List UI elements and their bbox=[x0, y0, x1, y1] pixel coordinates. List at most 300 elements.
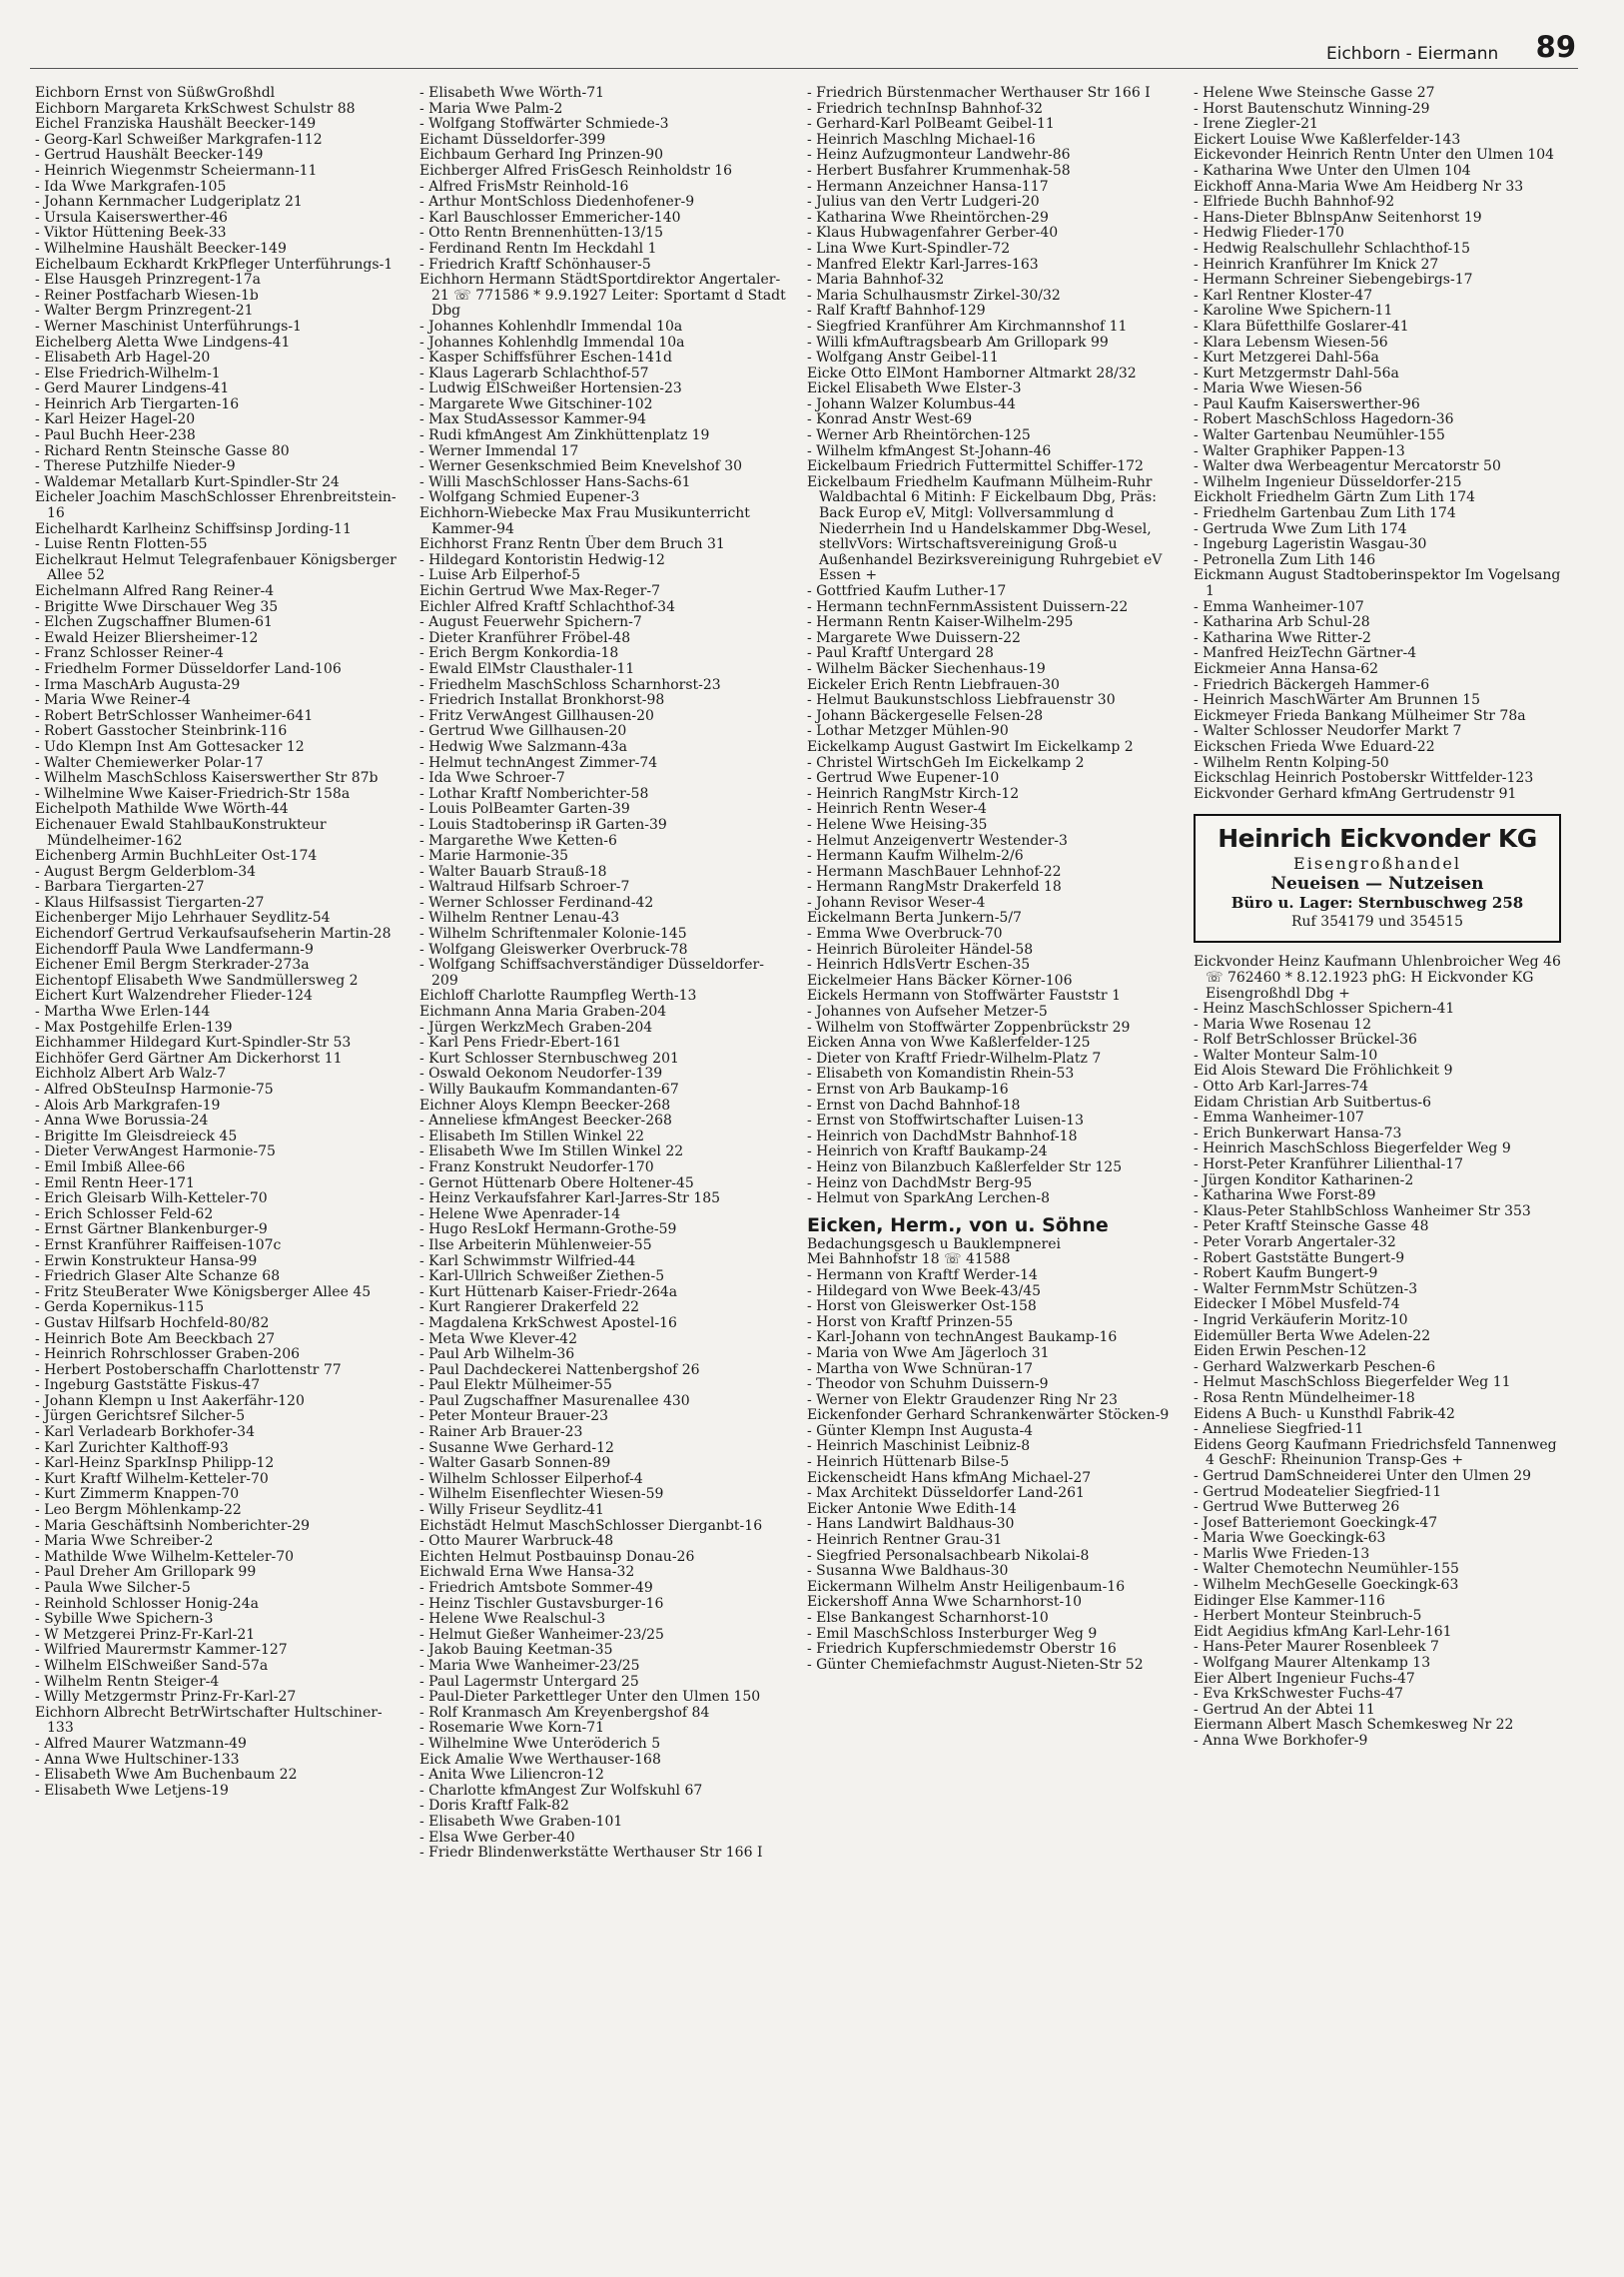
directory-entry: - Irma MaschArb Augusta-29 bbox=[35, 676, 241, 693]
directory-entry: - Friedrich Glaser Alte Schanze 68 bbox=[35, 1268, 281, 1285]
directory-entry: - Maria Wwe Reiner-4 bbox=[35, 692, 191, 709]
column-4-entries-after bbox=[1194, 955, 1561, 1749]
directory-entry: - Klaus Hubwagenfahrer Gerber-40 bbox=[807, 225, 1059, 242]
directory-entry: - Gertruda Wwe Zum Lith 174 bbox=[1194, 520, 1407, 537]
directory-entry: Eickenfonder Gerhard Schrankenwärter Stöcken-9 bbox=[807, 1407, 1170, 1424]
directory-entry: - Günter Chemiefachmstr August-Nieten-Str 52 bbox=[807, 1656, 1144, 1673]
directory-entry: Eichhorn Hermann StädtSportdirektor Angertaler-21 ☏ 771586 * 9.9.1927 Leiter: Sportamt d Stadt Dbg bbox=[419, 272, 786, 320]
directory-entry: - Elisabeth Wwe Im Stillen Winkel 22 bbox=[419, 1143, 684, 1160]
directory-entry: - Fritz SteuBerater Wwe Königsberger Allee 45 bbox=[35, 1283, 372, 1300]
column-3 bbox=[807, 86, 1175, 2267]
directory-entry: - Heinrich RangMstr Kirch-12 bbox=[807, 785, 1020, 802]
directory-entry: Eichmann Anna Maria Graben-204 bbox=[419, 1004, 667, 1021]
directory-entry: - Hedwig Wwe Salzmann-43a bbox=[419, 738, 627, 755]
directory-entry: - Wilhelm Rentn Kolping-50 bbox=[1194, 754, 1389, 771]
directory-entry: - Klaus-Peter StahlbSchloss Wanheimer Str 353 bbox=[1194, 1202, 1531, 1219]
directory-entry: - Herbert Busfahrer Krummenhak-58 bbox=[807, 162, 1071, 179]
directory-entry: Eichelbaum Eckhardt KrkPfleger Unterführungs-1 bbox=[35, 256, 394, 273]
directory-entry: - Paul Lagermstr Untergard 25 bbox=[419, 1673, 639, 1690]
directory-entry: - Gustav Hilfsarb Hochfeld-80/82 bbox=[35, 1314, 270, 1331]
directory-entry: - Katharina Wwe Forst-89 bbox=[1194, 1187, 1376, 1204]
directory-entry: - Julius van den Vertr Ludgeri-20 bbox=[807, 194, 1040, 211]
ad-business-type: Eisengroßhandel bbox=[1293, 854, 1461, 874]
directory-entry: - Emma Wwe Overbruck-70 bbox=[807, 926, 1003, 943]
directory-entry: Eickermann Wilhelm Anstr Heiligenbaum-16 bbox=[807, 1578, 1126, 1595]
directory-entry: Eichhorn Albrecht BetrWirtschafter Hultschiner-133 bbox=[35, 1704, 383, 1737]
directory-entry: - Susanne Wwe Gerhard-12 bbox=[419, 1439, 614, 1456]
directory-entry: - Max StudAssessor Kammer-94 bbox=[419, 411, 646, 428]
column-4 bbox=[1194, 86, 1561, 2267]
directory-entry: - Paul Buchh Heer-238 bbox=[35, 427, 196, 444]
directory-entry: - Hedwig Realschullehr Schlachthof-15 bbox=[1194, 240, 1471, 257]
directory-entry: - Karoline Wwe Spichern-11 bbox=[1194, 303, 1393, 320]
directory-entry: - Peter Kraftf Steinsche Gasse 48 bbox=[1194, 1218, 1429, 1235]
directory-entry: - Hermann von Kraftf Werder-14 bbox=[807, 1266, 1038, 1283]
directory-entry: - Wilhelm Eisenflechter Wiesen-59 bbox=[419, 1486, 664, 1503]
directory-entry: - Willy Friseur Seydlitz-41 bbox=[419, 1502, 604, 1519]
directory-entry: Eichendorff Paula Wwe Landfermann-9 bbox=[35, 941, 314, 958]
directory-entry: - Willi kfmAuftragsbearb Am Grillopark 99 bbox=[807, 334, 1109, 351]
directory-entry: - Kurt Schlosser Sternbuschweg 201 bbox=[419, 1050, 679, 1067]
directory-entry: - Hildegard Kontoristin Hedwig-12 bbox=[419, 551, 665, 568]
directory-entry: - Herbert Postoberschaffn Charlottenstr 77 bbox=[35, 1361, 342, 1378]
directory-entry: - Karl-Ullrich Schweißer Ziethen-5 bbox=[419, 1268, 665, 1285]
directory-entry: Eidinger Else Kammer-116 bbox=[1194, 1592, 1385, 1609]
directory-entry: - Hermann Rentn Kaiser-Wilhelm-295 bbox=[807, 614, 1074, 631]
directory-entry: - Helene Wwe Realschul-3 bbox=[419, 1611, 606, 1628]
directory-entry: - Alois Arb Markgrafen-19 bbox=[35, 1097, 221, 1114]
directory-entry: Eidens Georg Kaufmann Friedrichsfeld Tannenweg 4 GeschF: Rheinunion Transp-Ges + bbox=[1194, 1436, 1557, 1469]
directory-entry: - Friedrich Bürstenmacher Werthauser Str 166 I bbox=[807, 86, 1151, 101]
directory-entry: - Lothar Metzger Mühlen-90 bbox=[807, 723, 1009, 740]
directory-entry: Eichberger Alfred FrisGesch Reinholdstr 16 bbox=[419, 162, 733, 179]
directory-entry: - Wolfgang Maurer Altenkamp 13 bbox=[1194, 1655, 1431, 1672]
directory-entry: - Helmut Anzeigenvertr Westender-3 bbox=[807, 832, 1068, 849]
directory-entry: - Anita Wwe Liliencron-12 bbox=[419, 1767, 604, 1784]
directory-entry: - Heinz von DachdMstr Berg-95 bbox=[807, 1174, 1033, 1191]
directory-entry: Eickhoff Anna-Maria Wwe Am Heidberg Nr 33 bbox=[1194, 178, 1524, 195]
directory-entry: - Otto Maurer Warbruck-48 bbox=[419, 1533, 614, 1550]
directory-entry: - Johann Kernmacher Ludgeriplatz 21 bbox=[35, 194, 303, 211]
directory-entry: - Leo Bergm Möhlenkamp-22 bbox=[35, 1502, 242, 1519]
directory-entry: - Brigitte Wwe Dirschauer Weg 35 bbox=[35, 598, 279, 615]
directory-entry: - Wilhelm von Stoffwärter Zoppenbrückstr 29 bbox=[807, 1019, 1131, 1036]
ad-company-name: Heinrich Eickvonder KG bbox=[1218, 824, 1537, 854]
directory-entry: - Arthur MontSchloss Diedenhofener-9 bbox=[419, 194, 695, 211]
directory-entry: - Elisabeth Im Stillen Winkel 22 bbox=[419, 1128, 645, 1144]
directory-entry: - Dieter VerwAngest Harmonie-75 bbox=[35, 1143, 276, 1160]
directory-entry: - Louis PolBeamter Garten-39 bbox=[419, 801, 630, 818]
directory-entry: - Christel WirtschGeh Im Eickelkamp 2 bbox=[807, 754, 1085, 771]
directory-entry: - Friedrich Installat Bronkhorst-98 bbox=[419, 692, 665, 709]
directory-entry: - Otto Rentn Brennenhütten-13/15 bbox=[419, 225, 663, 242]
directory-entry: - Susanna Wwe Baldhaus-30 bbox=[807, 1563, 1009, 1580]
directory-entry: - Martha Wwe Erlen-144 bbox=[35, 1004, 211, 1021]
directory-entry: - Willi MaschSchlosser Hans-Sachs-61 bbox=[419, 473, 691, 490]
directory-entry: Eichhammer Hildegard Kurt-Spindler-Str 53 bbox=[35, 1035, 352, 1052]
directory-entry: Eichten Helmut Postbauinsp Donau-26 bbox=[419, 1548, 695, 1565]
directory-entry: - Emma Wanheimer-107 bbox=[1194, 1110, 1364, 1127]
directory-entry: - Paul Zugschaffner Masurenallee 430 bbox=[419, 1392, 690, 1409]
directory-entry: Eichin Gertrud Wwe Max-Reger-7 bbox=[419, 583, 660, 599]
directory-entry: Eichert Kurt Walzendreher Flieder-124 bbox=[35, 988, 313, 1005]
directory-entry: Eichner Aloys Klempn Beecker-268 bbox=[419, 1097, 671, 1114]
directory-entry: Eickvonder Heinz Kaufmann Uhlenbroicher Weg 46 ☏ 762460 * 8.12.1923 phG: H Eickvonder KG Eisengroßhdl Dbg + bbox=[1194, 954, 1561, 1002]
directory-entry: - Else Bankangest Scharnhorst-10 bbox=[807, 1610, 1049, 1626]
directory-entry: - Hermann Anzeichner Hansa-117 bbox=[807, 178, 1049, 195]
directory-entry: - Martha von Wwe Schnüran-17 bbox=[807, 1360, 1033, 1377]
directory-entry: - Kurt Kraftf Wilhelm-Ketteler-70 bbox=[35, 1470, 269, 1487]
directory-entry: - Walter Schlosser Neudorfer Markt 7 bbox=[1194, 723, 1462, 740]
directory-entry: - Rolf Kranmasch Am Kreyenbergshof 84 bbox=[419, 1704, 710, 1721]
directory-entry: - Lina Wwe Kurt-Spindler-72 bbox=[807, 240, 1011, 257]
directory-entry: - Walter Chemiewerker Polar-17 bbox=[35, 754, 264, 771]
directory-entry: - Willy Metzgermstr Prinz-Fr-Karl-27 bbox=[35, 1689, 297, 1706]
directory-entry: - Paul Kaufm Kaiserswerther-96 bbox=[1194, 395, 1420, 412]
directory-entry: - Heinz Verkaufsfahrer Karl-Jarres-Str 185 bbox=[419, 1190, 721, 1207]
directory-entry: - Hildegard von Wwe Beek-43/45 bbox=[807, 1282, 1042, 1299]
directory-entry: - Marlis Wwe Frieden-13 bbox=[1194, 1545, 1370, 1562]
directory-entry: - Reinhold Schlosser Honig-24a bbox=[35, 1595, 259, 1612]
directory-entry: - Gertrud An der Abtei 11 bbox=[1194, 1701, 1375, 1718]
column-4-entries bbox=[1194, 86, 1561, 802]
directory-entry: - Wolfgang Stoffwärter Schmiede-3 bbox=[419, 116, 669, 133]
directory-entry: - Gottfried Kaufm Luther-17 bbox=[807, 583, 1007, 599]
directory-entry: - Robert Gasstocher Steinbrink-116 bbox=[35, 723, 288, 740]
directory-entry: - Theodor von Schuhm Duissern-9 bbox=[807, 1376, 1049, 1393]
directory-entry: - Ingrid Verkäuferin Moritz-10 bbox=[1194, 1311, 1408, 1328]
directory-entry: - Karl Zurichter Kalthoff-93 bbox=[35, 1439, 229, 1456]
directory-entry: - Karl Pens Friedr-Ebert-161 bbox=[419, 1035, 622, 1052]
directory-entry: - Karl Schwimmstr Wilfried-44 bbox=[419, 1252, 636, 1269]
directory-entry: Eicker Antonie Wwe Edith-14 bbox=[807, 1500, 1017, 1517]
directory-entry: - Helmut Gießer Wanheimer-23/25 bbox=[419, 1626, 664, 1643]
directory-entry: - Elchen Zugschaffner Blumen-61 bbox=[35, 614, 273, 631]
directory-entry: - Walter FernmMstr Schützen-3 bbox=[1194, 1280, 1418, 1297]
directory-entry: - Elsa Wwe Gerber-40 bbox=[419, 1829, 575, 1846]
directory-entry: - Therese Putzhilfe Nieder-9 bbox=[35, 458, 236, 475]
directory-entry: - Mathilde Wwe Wilhelm-Ketteler-70 bbox=[35, 1548, 295, 1565]
directory-entry: - Walter Bergm Prinzregent-21 bbox=[35, 303, 254, 320]
directory-entry: - Ernst von Dachd Bahnhof-18 bbox=[807, 1097, 1021, 1114]
directory-entry: - Hermann technFernmAssistent Duissern-22 bbox=[807, 598, 1129, 615]
directory-entry: - Franz Schlosser Reiner-4 bbox=[35, 645, 224, 662]
directory-entry: Eickholt Friedhelm Gärtn Zum Lith 174 bbox=[1194, 489, 1476, 506]
directory-entry: - Georg-Karl Schweißer Markgrafen-112 bbox=[35, 131, 323, 148]
firm-line: Bedachungsgesch u Bauklempnerei bbox=[807, 1235, 1062, 1252]
directory-entry: - Erich Bergm Konkordia-18 bbox=[419, 645, 619, 662]
directory-entry: - Heinz von Bilanzbuch Kaßlerfelder Str 125 bbox=[807, 1158, 1123, 1175]
directory-entry: - Else Friedrich-Wilhelm-1 bbox=[35, 365, 221, 381]
directory-entry: - Hermann RangMstr Drakerfeld 18 bbox=[807, 879, 1062, 896]
directory-entry: - Irene Ziegler-21 bbox=[1194, 116, 1318, 133]
directory-entry: Eichelkraut Helmut Telegrafenbauer Königsberger Allee 52 bbox=[35, 551, 397, 584]
directory-entry: - Gerhard-Karl PolBeamt Geibel-11 bbox=[807, 116, 1055, 133]
directory-entry: - Ewald ElMstr Clausthaler-11 bbox=[419, 660, 635, 677]
directory-entry: - Paul Elektr Mülheimer-55 bbox=[419, 1377, 612, 1394]
directory-entry: - Heinrich HdlsVertr Eschen-35 bbox=[807, 957, 1031, 974]
directory-entry: - Sybille Wwe Spichern-3 bbox=[35, 1611, 214, 1628]
directory-entry: Eidam Christian Arb Suitbertus-6 bbox=[1194, 1094, 1432, 1111]
directory-entry: - Wilhelm Bäcker Siechenhaus-19 bbox=[807, 660, 1046, 677]
directory-entry: - Maria von Wwe Am Jägerloch 31 bbox=[807, 1344, 1050, 1361]
directory-entry: - Barbara Tiergarten-27 bbox=[35, 879, 205, 896]
directory-entry: - Elisabeth Wwe Graben-101 bbox=[419, 1813, 623, 1830]
column-3-entries bbox=[807, 86, 1175, 1207]
directory-entry: - Gertrud Wwe Eupener-10 bbox=[807, 770, 1000, 787]
directory-entry: - Heinrich MaschSchloss Biegerfelder Weg 9 bbox=[1194, 1140, 1511, 1157]
directory-entry: Eid Alois Steward Die Fröhlichkeit 9 bbox=[1194, 1063, 1453, 1080]
column-2 bbox=[419, 86, 787, 2267]
directory-entry: - Ida Wwe Schroer-7 bbox=[419, 770, 565, 787]
directory-entry: - Rainer Arb Brauer-23 bbox=[419, 1424, 583, 1441]
directory-entry: - Anna Wwe Borussia-24 bbox=[35, 1113, 209, 1130]
directory-entry: - Walter Monteur Salm-10 bbox=[1194, 1047, 1378, 1064]
directory-entry: - Katharina Arb Schul-28 bbox=[1194, 614, 1370, 631]
directory-entry: - Ingeburg Gaststätte Fiskus-47 bbox=[35, 1377, 261, 1394]
running-head: Eichborn - Eiermann bbox=[1326, 44, 1499, 64]
directory-entry: - Werner Schlosser Ferdinand-42 bbox=[419, 894, 654, 911]
directory-entry: Eickmann August Stadtoberinspektor Im Vogelsang 1 bbox=[1194, 567, 1561, 599]
directory-entry: - Heinz MaschSchlosser Spichern-41 bbox=[1194, 1001, 1455, 1018]
directory-entry: - Kurt Metzgerei Dahl-56a bbox=[1194, 350, 1379, 367]
directory-entry: Eichbaum Gerhard Ing Prinzen-90 bbox=[419, 147, 664, 164]
ad-address: Büro u. Lager: Sternbuschweg 258 bbox=[1230, 894, 1524, 913]
directory-entry: - Emil Rentn Heer-171 bbox=[35, 1174, 195, 1191]
directory-entry: - Lothar Kraftf Nomberichter-58 bbox=[419, 785, 649, 802]
directory-entry: - Heinrich Büroleiter Händel-58 bbox=[807, 941, 1034, 958]
directory-entry: - Maria Wwe Schreiber-2 bbox=[35, 1533, 214, 1550]
directory-entry: - Dieter von Kraftf Friedr-Wilhelm-Platz 7 bbox=[807, 1050, 1102, 1067]
directory-entry: - Elfriede Buchh Bahnhof-92 bbox=[1194, 194, 1395, 211]
page-header bbox=[1326, 30, 1576, 70]
directory-entry: Eichelmann Alfred Rang Reiner-4 bbox=[35, 583, 275, 599]
directory-entry: Eichenberger Mijo Lehrhauer Seydlitz-54 bbox=[35, 910, 331, 927]
directory-entry: - Doris Kraftf Falk-82 bbox=[419, 1798, 569, 1815]
directory-entry: - Maria Schulhausmstr Zirkel-30/32 bbox=[807, 287, 1061, 304]
directory-entry: - Horst von Kraftf Prinzen-55 bbox=[807, 1313, 1014, 1330]
directory-entry: Eichener Emil Bergm Sterkrader-273a bbox=[35, 957, 310, 974]
directory-entry: - Siegfried Personalsachbearb Nikolai-8 bbox=[807, 1547, 1090, 1564]
directory-entry: - Heinrich Maschlng Michael-16 bbox=[807, 131, 1036, 148]
directory-entry: - Jakob Bauing Keetman-35 bbox=[419, 1642, 613, 1659]
directory-entry: - Walter Bauarb Strauß-18 bbox=[419, 863, 607, 880]
directory-entry: Eickschen Frieda Wwe Eduard-22 bbox=[1194, 738, 1435, 755]
directory-entry: Eier Albert Ingenieur Fuchs-47 bbox=[1194, 1670, 1415, 1687]
directory-entry: - Ewald Heizer Bliersheimer-12 bbox=[35, 629, 259, 646]
directory-entry: - Werner Maschinist Unterführungs-1 bbox=[35, 318, 302, 335]
directory-entry: - Ingeburg Lageristin Wasgau-30 bbox=[1194, 536, 1427, 553]
directory-entry: Eidemüller Berta Wwe Adelen-22 bbox=[1194, 1327, 1431, 1344]
directory-entry: - Fritz VerwAngest Gillhausen-20 bbox=[419, 707, 654, 724]
directory-entry: - Katharina Wwe Rheintörchen-29 bbox=[807, 209, 1049, 226]
directory-entry: - Hermann Kaufm Wilhelm-2/6 bbox=[807, 848, 1024, 865]
directory-entry: - Maria Geschäftsinh Nomberichter-29 bbox=[35, 1517, 311, 1534]
directory-entry: - Wilhelmine Haushält Beecker-149 bbox=[35, 240, 287, 257]
directory-entry: - Richard Rentn Steinsche Gasse 80 bbox=[35, 442, 290, 459]
directory-entry: - Robert MaschSchloss Hagedorn-36 bbox=[1194, 411, 1454, 428]
header-rule bbox=[30, 68, 1578, 69]
directory-entry: - Erwin Konstrukteur Hansa-99 bbox=[35, 1252, 258, 1269]
directory-entry: - Willy Baukaufm Kommandanten-67 bbox=[419, 1082, 679, 1098]
directory-entry: - Johann Revisor Weser-4 bbox=[807, 894, 986, 911]
directory-entry: - Waldemar Metallarb Kurt-Spindler-Str 24 bbox=[35, 473, 340, 490]
directory-entry: - Friedrich Kraftf Schönhauser-5 bbox=[419, 256, 651, 273]
directory-entry: Eichelberg Aletta Wwe Lindgens-41 bbox=[35, 334, 291, 351]
directory-entry: - Karl Heizer Hagel-20 bbox=[35, 411, 196, 428]
directory-entry: - Karl-Heinz SparkInsp Philipp-12 bbox=[35, 1455, 275, 1472]
directory-entry: - Karl-Johann von technAngest Baukamp-16 bbox=[807, 1329, 1118, 1346]
directory-entry: - Brigitte Im Gleisdreieck 45 bbox=[35, 1128, 238, 1144]
directory-entry: - Gertrud Haushält Beecker-149 bbox=[35, 147, 264, 164]
directory-entry: - Emil MaschSchloss Insterburger Weg 9 bbox=[807, 1625, 1098, 1642]
directory-entry: - Heinrich Bote Am Beeckbach 27 bbox=[35, 1330, 276, 1347]
directory-entry: Eickel Elisabeth Wwe Elster-3 bbox=[807, 380, 1022, 397]
directory-entry: - Gerhard Walzwerkarb Peschen-6 bbox=[1194, 1358, 1436, 1375]
directory-entry: Eickevonder Heinrich Rentn Unter den Ulmen 104 bbox=[1194, 147, 1555, 164]
directory-entry: - Meta Wwe Klever-42 bbox=[419, 1330, 577, 1347]
directory-entry: - Heinrich Arb Tiergarten-16 bbox=[35, 395, 240, 412]
directory-entry: - Robert BetrSchlosser Wanheimer-641 bbox=[35, 707, 314, 724]
directory-entry: Eichborn Ernst von SüßwGroßhdl bbox=[35, 86, 276, 101]
directory-entry: Eickmeyer Frieda Bankang Mülheimer Str 78a bbox=[1194, 707, 1526, 724]
directory-entry: Eiermann Albert Masch Schemkesweg Nr 22 bbox=[1194, 1717, 1514, 1734]
directory-entry: - Peter Vorarb Angertaler-32 bbox=[1194, 1234, 1396, 1250]
directory-entry: - Elisabeth Arb Hagel-20 bbox=[35, 350, 211, 367]
directory-entry: - Gertrud DamSchneiderei Unter den Ulmen 29 bbox=[1194, 1467, 1532, 1484]
directory-entry: Eichenberg Armin BuchhLeiter Ost-174 bbox=[35, 848, 318, 865]
directory-entry: - Max Postgehilfe Erlen-139 bbox=[35, 1019, 233, 1036]
directory-entry: - Klara Lebensm Wiesen-56 bbox=[1194, 334, 1388, 351]
column-3-entries-after bbox=[807, 1268, 1175, 1673]
directory-entry: Eichwald Erna Wwe Hansa-32 bbox=[419, 1564, 635, 1581]
directory-entry: - Gernot Hüttenarb Obere Holtener-45 bbox=[419, 1174, 694, 1191]
directory-entry: - Kurt Rangierer Drakerfeld 22 bbox=[419, 1299, 640, 1316]
directory-entry: - Heinrich Wiegenmstr Scheiermann-11 bbox=[35, 162, 318, 179]
directory-entry: - Franz Konstrukt Neudorfer-170 bbox=[419, 1158, 654, 1175]
directory-entry: - Hans Landwirt Baldhaus-30 bbox=[807, 1516, 1015, 1533]
directory-entry: - Johannes Kohlenhdlg Immendal 10a bbox=[419, 334, 685, 351]
directory-entry: - Otto Arb Karl-Jarres-74 bbox=[1194, 1079, 1369, 1096]
directory-entry: - Rosemarie Wwe Korn-71 bbox=[419, 1720, 605, 1737]
directory-entry: - Ernst von Arb Baukamp-16 bbox=[807, 1082, 1009, 1098]
directory-entry: - Heinz Aufzugmonteur Landwehr-86 bbox=[807, 147, 1071, 164]
directory-entry: - Johann Walzer Kolumbus-44 bbox=[807, 395, 1016, 412]
directory-entry: Eichenauer Ewald StahlbauKonstrukteur Mündelheimer-162 bbox=[35, 816, 327, 849]
directory-entry: - Hermann Schreiner Siebengebirgs-17 bbox=[1194, 272, 1473, 289]
directory-entry: - Paul Arb Wilhelm-36 bbox=[419, 1346, 575, 1363]
directory-entry: - Heinz Tischler Gustavsburger-16 bbox=[419, 1595, 664, 1612]
directory-entry: Eichhorst Franz Rentn Über dem Bruch 31 bbox=[419, 536, 725, 553]
directory-entry: - Gertrud Wwe Gillhausen-20 bbox=[419, 723, 627, 740]
directory-entry: Eickeler Erich Rentn Liebfrauen-30 bbox=[807, 676, 1060, 693]
directory-entry: - Gerd Maurer Lindgens-41 bbox=[35, 380, 230, 397]
directory-entry: - Dieter Kranführer Fröbel-48 bbox=[419, 629, 631, 646]
directory-entry: - Ernst Gärtner Blankenburger-9 bbox=[35, 1221, 268, 1238]
directory-entry: Eichstädt Helmut MaschSchlosser Dierganbt-16 bbox=[419, 1517, 763, 1534]
directory-entry: - Elisabeth von Komandistin Rhein-53 bbox=[807, 1066, 1075, 1083]
directory-entry: - August Bergm Gelderblom-34 bbox=[35, 863, 257, 880]
directory-entry: Eidens A Buch- u Kunsthdl Fabrik-42 bbox=[1194, 1405, 1455, 1422]
directory-entry: - Hermann MaschBauer Lehnhof-22 bbox=[807, 863, 1062, 880]
directory-entry: - Reiner Postfacharb Wiesen-1b bbox=[35, 287, 259, 304]
directory-entry: Eichborn Margareta KrkSchwest Schulstr 88 bbox=[35, 100, 356, 117]
directory-entry: - Wilhelm Schriftenmaler Kolonie-145 bbox=[419, 926, 687, 943]
directory-entry: - Karl Rentner Kloster-47 bbox=[1194, 287, 1373, 304]
directory-entry: - Louis Stadtoberinsp iR Garten-39 bbox=[419, 816, 667, 833]
directory-entry: - Wolfgang Schmied Eupener-3 bbox=[419, 489, 640, 506]
directory-entry: - Walter dwa Werbeagentur Mercatorstr 50 bbox=[1194, 458, 1501, 475]
directory-entry: Eickelmeier Hans Bäcker Körner-106 bbox=[807, 972, 1073, 989]
directory-entry: - Johann Klempn u Inst Aakerfähr-120 bbox=[35, 1392, 305, 1409]
directory-entry: - Wilhelm MaschSchloss Kaiserswerther Str 87b bbox=[35, 770, 379, 787]
directory-entry: - Anna Wwe Hultschiner-133 bbox=[35, 1751, 240, 1768]
directory-entry: - Friedrich Amtsbote Sommer-49 bbox=[419, 1580, 653, 1596]
directory-entry: - Friedhelm Former Düsseldorfer Land-106 bbox=[35, 660, 342, 677]
directory-entry: - Helmut MaschSchloss Biegerfelder Weg 11 bbox=[1194, 1374, 1511, 1391]
directory-entry: - Anna Wwe Borkhofer-9 bbox=[1194, 1733, 1368, 1749]
directory-entry: - Werner Immendal 17 bbox=[419, 442, 579, 459]
directory-entry: - Rosa Rentn Mündelheimer-18 bbox=[1194, 1389, 1415, 1406]
directory-entry: Eickershoff Anna Wwe Scharnhorst-10 bbox=[807, 1594, 1083, 1611]
directory-entry: - Maria Wwe Wanheimer-23/25 bbox=[419, 1657, 640, 1674]
directory-entry: - Petronella Zum Lith 146 bbox=[1194, 551, 1376, 568]
directory-entry: - Friedhelm MaschSchloss Scharnhorst-23 bbox=[419, 676, 721, 693]
directory-entry: - Ernst Kranführer Raiffeisen-107c bbox=[35, 1236, 282, 1253]
directory-entry: - Hugo ResLokf Hermann-Grothe-59 bbox=[419, 1221, 677, 1238]
directory-entry: Eichel Franziska Haushält Beecker-149 bbox=[35, 116, 317, 133]
directory-entry: Eichamt Düsseldorfer-399 bbox=[419, 131, 606, 148]
directory-entry: - Eva KrkSchwester Fuchs-47 bbox=[1194, 1686, 1404, 1703]
directory-entry: - Emma Wanheimer-107 bbox=[1194, 598, 1364, 615]
directory-entry: - Wilhelm Schlosser Eilperhof-4 bbox=[419, 1470, 643, 1487]
directory-entry: Eickelbaum Friedhelm Kaufmann Mülheim-Ruhr Waldbachtal 6 Mitinh: F Eickelbaum Dbg, Präs: Back Europ eV, Mitgl: Vollversammlung d Niederrhein Ind u Handelskammer Dbg-Wesel, stellvVors: Wirtschaftsvereinigung Groß-u Außenhandel Bezirksvereinigung Ruhrgebiet eV Essen + bbox=[807, 473, 1163, 584]
directory-entry: - Maria Wwe Goeckingk-63 bbox=[1194, 1530, 1386, 1547]
directory-entry: - Hans-Peter Maurer Rosenbleek 7 bbox=[1194, 1639, 1439, 1656]
directory-entry: - Ida Wwe Markgrafen-105 bbox=[35, 178, 227, 195]
directory-entry: Eickelbaum Friedrich Futtermittel Schiffer-172 bbox=[807, 458, 1144, 475]
directory-entry: - Luise Rentn Flotten-55 bbox=[35, 536, 208, 553]
directory-entry: - Elisabeth Wwe Letjens-19 bbox=[35, 1782, 229, 1799]
directory-entry: - Maria Wwe Palm-2 bbox=[419, 100, 563, 117]
directory-entry: - Wolfgang Gleiswerker Overbruck-78 bbox=[419, 941, 688, 958]
directory-entry: Eichler Alfred Kraftf Schlachthof-34 bbox=[419, 598, 675, 615]
directory-entry: - Heinrich Maschinist Leibniz-8 bbox=[807, 1438, 1031, 1455]
directory-entry: - Alfred ObSteuInsp Harmonie-75 bbox=[35, 1082, 274, 1098]
directory-entry: - Helene Wwe Steinsche Gasse 27 bbox=[1194, 86, 1435, 101]
directory-entry: Eickmeier Anna Hansa-62 bbox=[1194, 660, 1379, 677]
directory-entry: - Siegfried Kranführer Am Kirchmannshof 11 bbox=[807, 318, 1128, 335]
directory-entry: - Herbert Monteur Steinbruch-5 bbox=[1194, 1608, 1422, 1625]
directory-entry: - Udo Klempn Inst Am Gottesacker 12 bbox=[35, 738, 305, 755]
directory-entry: Eicke Otto ElMont Hamborner Altmarkt 28/32 bbox=[807, 365, 1137, 381]
directory-entry: - Margarete Wwe Gitschiner-102 bbox=[419, 395, 653, 412]
directory-entry: - Else Hausgeh Prinzregent-17a bbox=[35, 272, 262, 289]
directory-entry: Eicheler Joachim MaschSchlosser Ehrenbreitstein-16 bbox=[35, 489, 397, 522]
directory-entry: - Heinrich Kranführer Im Knick 27 bbox=[1194, 256, 1439, 273]
directory-entry: - Kurt Zimmerm Knappen-70 bbox=[35, 1486, 240, 1503]
directory-entry: - Katharina Wwe Ritter-2 bbox=[1194, 629, 1371, 646]
directory-entry: - Klaus Lagerarb Schlachthof-57 bbox=[419, 365, 649, 381]
directory-entry: Eichelpoth Mathilde Wwe Wörth-44 bbox=[35, 801, 289, 818]
directory-entry: Eichholz Albert Arb Walz-7 bbox=[35, 1066, 227, 1083]
directory-entry: - Margarethe Wwe Ketten-6 bbox=[419, 832, 617, 849]
directory-entry: - Erich Schlosser Feld-62 bbox=[35, 1205, 214, 1222]
directory-entry: Eicken Anna von Wwe Kaßlerfelder-125 bbox=[807, 1035, 1091, 1052]
directory-entry: - Ferdinand Rentn Im Heckdahl 1 bbox=[419, 240, 657, 257]
directory-entry: - Friedrich Kupferschmiedemstr Oberstr 16 bbox=[807, 1641, 1117, 1658]
directory-entry: - Wolfgang Anstr Geibel-11 bbox=[807, 350, 999, 367]
